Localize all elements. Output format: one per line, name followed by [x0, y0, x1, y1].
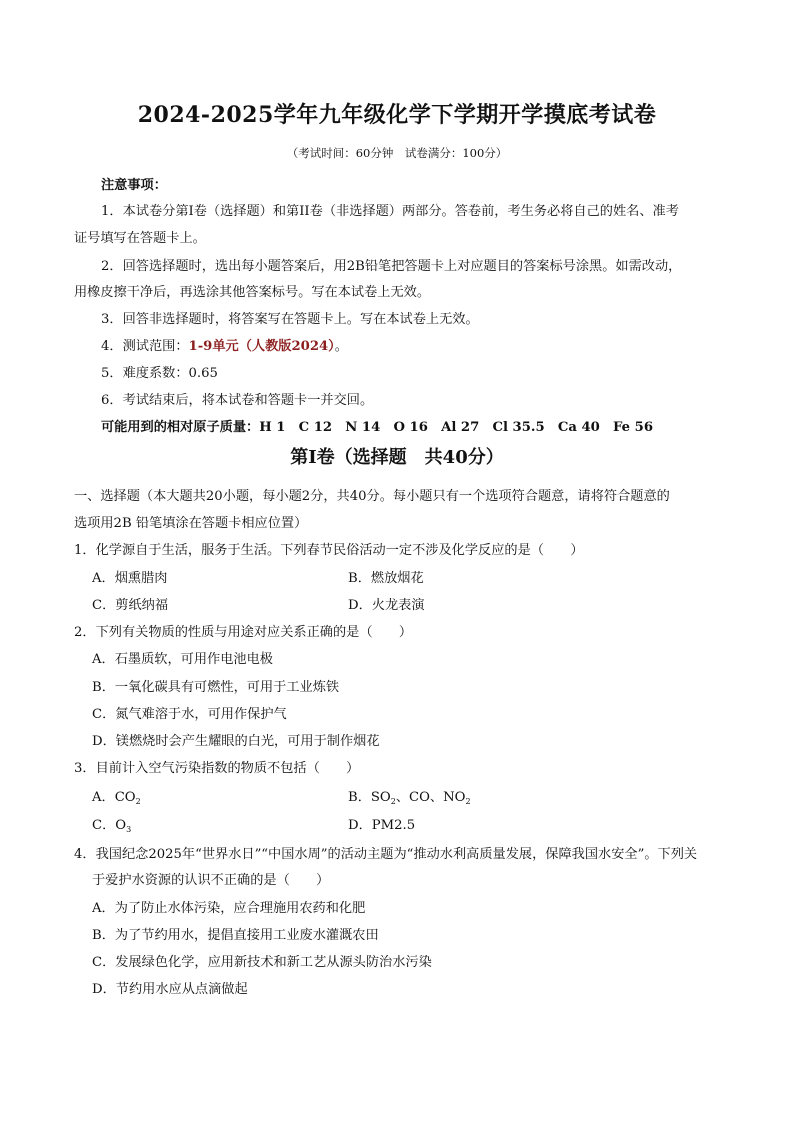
notice-item-3: 3．回答非选择题时，将答案写在答题卡上。写在本试卷上无效。 — [101, 312, 479, 327]
exam-title: 2024-2025学年九年级化学下学期开学摸底考试卷 — [137, 102, 657, 128]
subscript: 2 — [135, 797, 141, 806]
formula-co2: CO — [114, 790, 136, 805]
formula-so2: SO — [370, 790, 391, 805]
question-1-option-c: C．剪纸纳福 — [92, 598, 169, 613]
option-b-label: B． — [348, 790, 371, 805]
atomic-mass-line: 可能用到的相对原子质量：H 1 C 12 N 14 O 16 Al 27 Cl 35.5 Ca 40 Fe 56 — [101, 420, 654, 435]
question-1-option-b: B．燃放烟花 — [348, 571, 424, 586]
question-2-option-d: D．镁燃烧时会产生耀眼的白光，可用于制作烟花 — [92, 734, 380, 749]
question-3-option-a — [92, 786, 141, 806]
notice-item-2a: 2．回答选择题时，选出每小题答案后，用2B铅笔把答题卡上对应题目的答案标号涂黑。如需改动， — [101, 259, 682, 274]
notice-item-4-suffix: 。 — [334, 339, 348, 354]
question-4-option-b: B．为了节约用水，提倡直接用工业废水灌溉农田 — [92, 928, 379, 943]
notice-item-5: 5．难度系数：0.65 — [101, 366, 218, 381]
notice-item-4-prefix: 4．测试范围： — [101, 339, 189, 354]
question-2-stem: 2．下列有关物质的性质与用途对应关系正确的是（ ） — [74, 625, 413, 640]
question-4-stem-b: 于爱护水资源的认识不正确的是（ ） — [92, 873, 330, 888]
question-1-option-a: A．烟熏腊肉 — [92, 571, 168, 586]
question-4-option-c: C．发展绿色化学，应用新技术和新工艺从源头防治水污染 — [92, 955, 432, 970]
option-a-label: A． — [92, 790, 115, 805]
section-1-title: 第I卷（选择题 共40分） — [290, 447, 504, 468]
subscript: 2 — [465, 797, 471, 806]
question-2-option-c: C．氮气难溶于水，可用作保护气 — [92, 707, 287, 722]
question-4-stem-a: 4．我国纪念2025年“世界水日”“中国水周”的活动主题为“推动水利高质量发展，保障我国水安全”。下列关 — [74, 847, 698, 862]
question-4-option-a: A．为了防止水体污染，应合理施用农药和化肥 — [92, 901, 366, 916]
question-1-option-d: D．火龙表演 — [348, 598, 425, 613]
notice-item-2b: 用橡皮擦干净后，再选涂其他答案标号。写在本试卷上无效。 — [74, 285, 431, 300]
notice-item-4 — [101, 335, 348, 354]
question-2-option-b: B．一氧化碳具有可燃性，可用于工业炼铁 — [92, 680, 340, 695]
question-1-stem: 1．化学源自于生活，服务于生活。下列春节民俗活动一定不涉及化学反应的是（ ） — [74, 543, 584, 558]
question-3-option-c — [92, 814, 131, 834]
subscript: 2 — [390, 797, 396, 806]
notice-item-1a: 1．本试卷分第I卷（选择题）和第II卷（非选择题）两部分。答卷前，考生务必将自己的姓名、准考 — [101, 204, 679, 219]
subscript: 3 — [126, 825, 132, 834]
notice-item-1b: 证号填写在答题卡上。 — [74, 231, 206, 246]
section-1-intro-a: 一、选择题（本大题共20小题，每小题2分，共40分。每小题只有一个选项符合题意，请将符合题意的 — [74, 489, 670, 504]
question-3-option-d: D．PM2.5 — [348, 818, 416, 833]
test-range: 1-9单元（人教版2024） — [188, 339, 335, 354]
formula-co-no2: 、CO、NO — [395, 790, 466, 805]
section-1-intro-b: 选项用2B 铅笔填涂在答题卡相应位置） — [74, 516, 308, 531]
question-4-option-d: D．节约用水应从点滴做起 — [92, 982, 248, 997]
option-c-label: C． — [92, 818, 116, 833]
exam-subtitle: （考试时间：60分钟 试卷满分：100分） — [286, 146, 508, 160]
question-2-option-a: A．石墨质软，可用作电池电极 — [92, 652, 273, 667]
question-3-stem: 3．目前计入空气污染指数的物质不包括（ ） — [74, 761, 360, 776]
formula-o3: O — [115, 818, 127, 833]
notice-item-6: 6．考试结束后，将本试卷和答题卡一并交回。 — [101, 393, 374, 408]
notice-heading: 注意事项： — [101, 178, 167, 193]
question-3-option-b — [348, 786, 471, 806]
